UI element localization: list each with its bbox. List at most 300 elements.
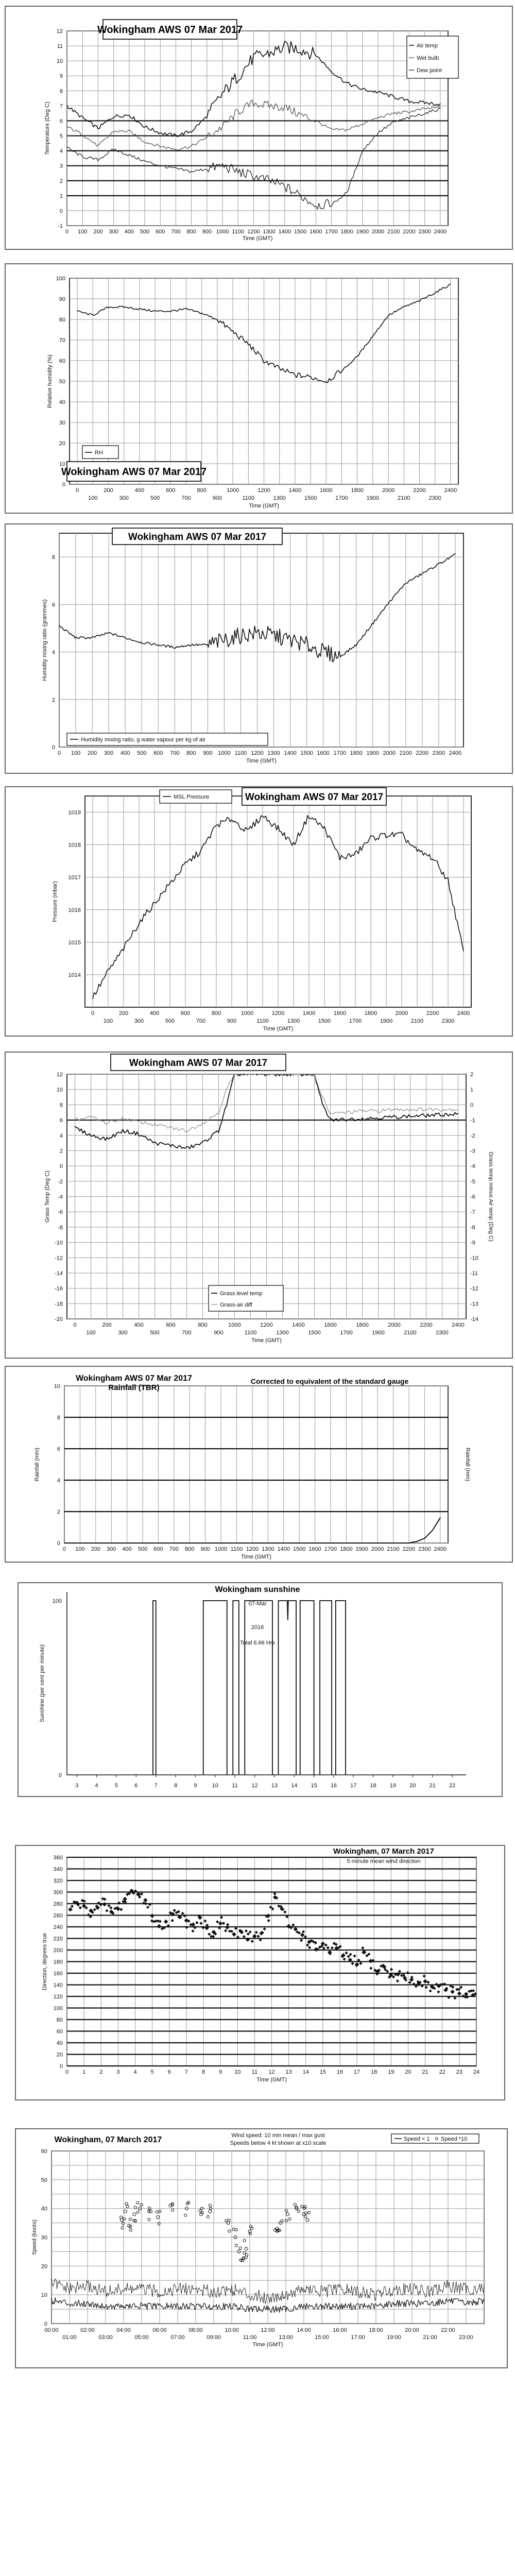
legend-wet-bulb-label: Wet bulb: [417, 55, 439, 61]
chart-title: Wokingham, 07 March 2017: [333, 1847, 434, 1856]
x-tick-label: 5: [114, 1783, 118, 1789]
x-tick-label: 13: [271, 1783, 278, 1789]
x-tick-label: 1800: [364, 1010, 377, 1016]
x-tick-label: 200: [91, 1546, 100, 1552]
chart-subtitle: Wind speed: 10 min mean / max gust: [231, 2132, 325, 2139]
x-tick-label: 17: [350, 1783, 357, 1789]
x-tick-label: 0: [73, 1322, 77, 1328]
x-tick-label: 2100: [398, 495, 410, 501]
x-tick-label: 13:00: [279, 2334, 293, 2341]
x-tick-label: 100: [71, 750, 81, 756]
temperature-chart-panel: [0, 5, 515, 252]
x-tick-label: 1700: [324, 1546, 337, 1552]
y-tick-label: 6: [52, 602, 55, 608]
x-tick-label: 19:00: [387, 2334, 401, 2341]
x-tick-label: 1000: [226, 487, 239, 494]
x-tick-label: 1300: [273, 495, 286, 501]
x-tick-label: 1200: [251, 750, 264, 756]
chart-title: Wokingham AWS 07 Mar 2017: [245, 791, 384, 803]
x-tick-label: 600: [180, 1010, 191, 1016]
x-tick-label: 2300: [418, 229, 431, 235]
x-tick-label: 200: [87, 750, 97, 756]
y-tick-label: -8: [470, 1224, 475, 1231]
x-tick-label: 22: [449, 1783, 456, 1789]
x-tick-label: 1200: [271, 1010, 285, 1016]
y-tick-label: 60: [59, 358, 65, 364]
legend: [67, 733, 268, 745]
x-tick-label: 700: [182, 1330, 192, 1336]
x-tick-label: 400: [134, 487, 145, 494]
y-tick-label: 2: [57, 1509, 60, 1515]
y-axis-label: Direction, degrees true: [42, 1933, 48, 1991]
y-tick-label: -7: [470, 1209, 475, 1216]
y-tick-label: 11: [57, 43, 63, 50]
legend-speed-x10-label: Speed *10: [441, 2136, 468, 2142]
y-tick-label: 12: [56, 28, 63, 35]
y-tick-label: 30: [41, 2234, 47, 2241]
x-tick-label: 1500: [300, 750, 313, 756]
x-tick-label: 15: [311, 1783, 317, 1789]
x-tick-label: 1900: [372, 1330, 385, 1336]
y-tick-label: 100: [56, 276, 65, 282]
x-tick-label: 0: [57, 750, 61, 756]
y-tick-label: 2: [59, 178, 63, 184]
x-tick-label: 2100: [399, 750, 413, 756]
x-tick-label: 03:00: [98, 2334, 113, 2341]
x-tick-label: 09:00: [207, 2334, 221, 2341]
x-tick-label: 1900: [366, 750, 380, 756]
x-tick-label: 2400: [434, 229, 447, 235]
x-tick-label: 11: [251, 2069, 258, 2075]
x-tick-label: 16:00: [333, 2327, 347, 2333]
x-tick-label: 500: [140, 229, 150, 235]
x-tick-label: 1600: [324, 1322, 337, 1328]
x-tick-label: 2400: [434, 1546, 447, 1552]
y-tick-label: -12: [55, 1255, 63, 1262]
x-tick-label: 20: [409, 1783, 416, 1789]
chart-date: 07-Mar: [248, 1601, 267, 1607]
x-tick-label: 900: [202, 229, 212, 235]
x-tick-label: 1300: [262, 1546, 274, 1552]
x-tick-label: 800: [198, 1322, 208, 1328]
y-tick-label: 360: [53, 1855, 63, 1861]
x-tick-label: 1300: [267, 750, 280, 756]
x-tick-label: 2100: [387, 229, 400, 235]
y-tick-label: 1: [470, 1087, 474, 1093]
x-tick-label: 1800: [340, 1546, 353, 1552]
x-tick-label: 1300: [276, 1330, 289, 1336]
x-tick-label: 1500: [304, 495, 317, 501]
x-tick-label: 200: [93, 229, 103, 235]
x-tick-label: 900: [203, 750, 213, 756]
y-tick-label: -8: [58, 1224, 63, 1231]
humidity-chart: [0, 263, 515, 515]
x-tick-label: 16: [336, 2069, 344, 2075]
x-tick-label: 07:00: [170, 2334, 185, 2341]
y-tick-label: 50: [59, 379, 65, 385]
y-tick-label: 0: [470, 1102, 474, 1109]
x-tick-label: 23:00: [459, 2334, 473, 2341]
x-tick-label: 22:00: [441, 2327, 455, 2333]
x-tick-label: 1500: [294, 229, 307, 235]
y-tick-label: 280: [53, 1901, 63, 1907]
chart-subtitle: 5 minute mean wind direction: [347, 1858, 421, 1865]
x-tick-label: 2100: [404, 1330, 417, 1336]
y-axis-label: Grass Temp (Deg C): [44, 1171, 50, 1223]
y-tick-label: 6: [57, 1446, 60, 1452]
x-tick-label: 1200: [247, 229, 260, 235]
y-tick-label: -10: [55, 1240, 63, 1246]
x-tick-label: 2100: [387, 1546, 400, 1552]
x-tick-label: 300: [107, 1546, 116, 1552]
y-tick-label: 320: [53, 1878, 63, 1884]
x-tick-label: 1400: [284, 750, 297, 756]
x-tick-label: 11: [232, 1783, 238, 1789]
x-axis-label: Time (GMT): [252, 2342, 283, 2348]
sunshine-chart-panel: [0, 1582, 515, 1798]
wind-speed-chart: [0, 2128, 515, 2370]
y-tick-label: -12: [470, 1285, 478, 1292]
chart-title: Wokingham sunshine: [215, 1585, 300, 1594]
y-tick-label: 70: [59, 337, 65, 344]
x-tick-label: 2300: [436, 1330, 449, 1336]
x-tick-label: 6: [134, 1783, 138, 1789]
y-tick-label: 4: [59, 148, 63, 155]
x-tick-label: 1600: [317, 750, 330, 756]
y-tick-label: 0: [59, 1163, 63, 1170]
x-tick-label: 1700: [335, 495, 348, 501]
legend: [407, 36, 458, 78]
chart-subtitle-2: Speeds below 4 kt shown at x10 scale: [230, 2140, 327, 2146]
x-tick-label: 2200: [402, 1546, 416, 1552]
x-tick-label: 1: [82, 2069, 86, 2075]
x-tick-label: 1600: [308, 1546, 321, 1552]
temperature-chart: [0, 5, 515, 252]
y-axis-label: Sunshine (per cent per minute): [39, 1644, 45, 1723]
x-tick-label: 2300: [441, 1018, 455, 1024]
x-tick-label: 900: [212, 495, 222, 501]
x-tick-label: 800: [211, 1010, 221, 1016]
y-tick-label: 220: [53, 1936, 63, 1942]
y-tick-label: -18: [55, 1301, 63, 1308]
y-tick-label: -11: [470, 1270, 478, 1277]
y-tick-label: 60: [41, 2148, 47, 2155]
x-tick-label: 100: [103, 1018, 113, 1024]
panel-frame: [18, 1583, 502, 1797]
y-tick-label: 8: [52, 554, 55, 561]
x-tick-label: 10: [212, 1783, 218, 1789]
legend-air-temp-label: Air temp: [417, 43, 438, 49]
x-tick-label: 9: [219, 2069, 222, 2075]
x-tick-label: 900: [214, 1330, 224, 1336]
x-tick-label: 16: [330, 1783, 337, 1789]
y-tick-label: -1: [58, 223, 63, 229]
pressure-chart: [0, 786, 515, 1038]
y-tick-label: 0: [58, 1772, 62, 1778]
x-tick-label: 1300: [287, 1018, 300, 1024]
x-tick-label: 100: [86, 1330, 96, 1336]
x-tick-label: 2300: [418, 1546, 431, 1552]
y-tick-label: 20: [59, 440, 65, 447]
y-tick-label: 0: [44, 2321, 47, 2327]
x-tick-label: 1100: [234, 750, 247, 756]
chart-title: Wokingham AWS 07 Mar 2017: [76, 1374, 192, 1383]
x-tick-label: 400: [122, 1546, 132, 1552]
sunshine-chart: [0, 1582, 515, 1798]
y-tick-label: 6: [59, 1117, 63, 1124]
x-tick-label: 17:00: [351, 2334, 365, 2341]
y-tick-label: 1015: [68, 939, 81, 946]
x-tick-label: 0: [91, 1010, 95, 1016]
x-tick-label: 19: [388, 2069, 394, 2075]
x-tick-label: 18: [370, 1783, 376, 1789]
x-tick-label: 600: [166, 1322, 176, 1328]
y-tick-label: 1: [59, 193, 63, 199]
x-tick-label: 2300: [432, 750, 445, 756]
x-tick-label: 1400: [288, 487, 302, 494]
rainfall-chart-panel: [0, 1365, 515, 1564]
x-tick-label: 00:00: [44, 2327, 59, 2333]
x-tick-label: 300: [109, 229, 118, 235]
x-tick-label: 24: [473, 2069, 480, 2075]
x-tick-label: 20:00: [405, 2327, 419, 2333]
y-tick-label: -4: [58, 1194, 63, 1200]
y-tick-label: 20: [56, 2052, 63, 2058]
x-tick-label: 18: [371, 2069, 377, 2075]
x-tick-label: 21: [422, 2069, 428, 2075]
y-tick-label: 1017: [68, 874, 81, 881]
x-tick-label: 1100: [232, 229, 245, 235]
y-tick-label: 10: [59, 461, 65, 467]
legend: [391, 2134, 479, 2143]
x-tick-label: 1800: [351, 487, 364, 494]
y-tick-label: 50: [41, 2177, 47, 2183]
x-tick-label: 06:00: [152, 2327, 167, 2333]
y-tick-label: -9: [470, 1240, 475, 1246]
y-tick-label: 2: [59, 1148, 63, 1155]
x-tick-label: 12: [251, 1783, 258, 1789]
x-axis-label: Time (GMT): [241, 1554, 271, 1560]
x-tick-label: 800: [197, 487, 207, 494]
x-tick-label: 2000: [382, 487, 395, 494]
x-tick-label: 1800: [350, 750, 363, 756]
legend-speed-lt1-label: Speed < 1: [404, 2136, 430, 2142]
x-tick-label: 2400: [449, 750, 462, 756]
x-tick-label: 2000: [383, 750, 396, 756]
x-tick-label: 2: [99, 2069, 103, 2075]
y-tick-label: 1018: [68, 842, 81, 849]
x-tick-label: 400: [124, 229, 134, 235]
legend-rh-label: RH: [95, 450, 103, 456]
y-tick-label: 90: [59, 296, 65, 302]
y-tick-label: 340: [53, 1866, 63, 1873]
x-tick-label: 3: [116, 2069, 120, 2075]
y-tick-label: 40: [59, 399, 65, 405]
x-tick-label: 5: [150, 2069, 154, 2075]
x-tick-label: 1100: [242, 495, 255, 501]
rainfall-chart: [0, 1365, 515, 1564]
y-tick-label: -6: [58, 1209, 63, 1216]
y-tick-label: 0: [62, 482, 65, 488]
y-tick-label: -14: [470, 1316, 478, 1323]
y-tick-label: 160: [53, 1971, 63, 1977]
chart-title: Wokingham, 07 March 2017: [54, 2136, 162, 2144]
y-tick-label: 10: [56, 58, 63, 65]
x-tick-label: 18:00: [369, 2327, 383, 2333]
y-tick-label: 1016: [68, 907, 81, 913]
x-tick-label: 700: [196, 1018, 206, 1024]
y-axis-label: Relative humidity (%): [47, 354, 53, 408]
x-tick-label: 7: [184, 2069, 188, 2075]
y-tick-label: 100: [53, 2005, 63, 2012]
x-tick-label: 1000: [218, 750, 231, 756]
plot-area: [67, 31, 448, 226]
chart-title: Wokingham AWS 07 Mar 2017: [128, 531, 267, 543]
x-tick-label: 700: [171, 229, 181, 235]
x-axis-label: Time (GMT): [246, 758, 277, 764]
y-tick-label: -16: [55, 1285, 63, 1292]
y-tick-label: 200: [53, 1947, 63, 1954]
x-tick-label: 2000: [371, 1546, 384, 1552]
x-tick-label: 1200: [260, 1322, 273, 1328]
y-tick-label: 80: [56, 2017, 63, 2023]
chart-year: 2016: [251, 1624, 264, 1631]
x-tick-label: 12: [268, 2069, 275, 2075]
y-tick-label: 240: [53, 1924, 63, 1930]
chart-total: Total 6.66 Hrs: [240, 1640, 275, 1646]
y-tick-label: 30: [59, 420, 65, 426]
x-tick-label: 200: [102, 1322, 112, 1328]
y-tick-label: -6: [470, 1194, 475, 1200]
x-tick-label: 20: [405, 2069, 411, 2075]
legend: [82, 446, 118, 459]
x-tick-label: 2000: [371, 229, 385, 235]
x-tick-label: 1600: [333, 1010, 347, 1016]
x-tick-label: 14: [291, 1783, 298, 1789]
y-tick-label: 40: [41, 2206, 47, 2212]
x-tick-label: 600: [153, 750, 163, 756]
x-tick-label: 300: [134, 1018, 144, 1024]
y-axis-label: Pressure (mbar): [52, 881, 58, 922]
y-tick-label: 10: [41, 2292, 47, 2299]
x-tick-label: 1000: [214, 1546, 228, 1552]
x-axis-label: Time (GMT): [263, 1026, 294, 1032]
x-tick-label: 0: [62, 1546, 66, 1552]
legend: [209, 1285, 283, 1311]
y-tick-label: 8: [59, 88, 63, 95]
x-tick-label: 10:00: [225, 2327, 239, 2333]
x-tick-label: 2300: [428, 495, 441, 501]
y-tick-label: 10: [56, 1087, 63, 1093]
chart-title: Wokingham AWS 07 Mar 2017: [97, 24, 243, 36]
x-axis-label: Time (GMT): [242, 235, 273, 242]
legend-grass-level-temp-label: Grass level temp: [220, 1291, 263, 1297]
x-tick-label: 1400: [277, 1546, 290, 1552]
x-tick-label: 500: [150, 1330, 160, 1336]
x-tick-label: 1200: [246, 1546, 259, 1552]
legend-msl-pressure-label: MSL Pressure: [174, 794, 210, 800]
x-tick-label: 1600: [310, 229, 322, 235]
x-tick-label: 1900: [356, 229, 369, 235]
x-tick-label: 700: [170, 750, 180, 756]
y-tick-label: -4: [470, 1163, 475, 1170]
x-tick-label: 100: [75, 1546, 85, 1552]
y-tick-label: 300: [53, 1889, 63, 1896]
y-tick-label: -2: [470, 1132, 475, 1139]
x-tick-label: 08:00: [188, 2327, 203, 2333]
x-tick-label: 9: [194, 1783, 197, 1789]
y-tick-label: 0: [52, 744, 55, 751]
x-tick-label: 2100: [410, 1018, 424, 1024]
x-tick-label: 300: [118, 1330, 128, 1336]
y-tick-label: 180: [53, 1959, 63, 1965]
y-axis-label-right: Grass temp minus Air temp (Deg C): [488, 1151, 494, 1242]
y-tick-label: 5: [59, 133, 63, 140]
x-tick-label: 400: [149, 1010, 160, 1016]
humidity-chart-panel: [0, 263, 515, 515]
x-axis-label: Time (GMT): [251, 1337, 282, 1344]
x-tick-label: 1100: [230, 1546, 243, 1552]
x-axis-label: Time (GMT): [256, 2077, 287, 2083]
x-tick-label: 600: [153, 1546, 163, 1552]
x-tick-label: 1500: [293, 1546, 306, 1552]
y-tick-label: 4: [57, 1478, 60, 1484]
y-axis-label: Temperature (Deg C): [44, 101, 50, 155]
x-tick-label: 8: [201, 2069, 205, 2075]
y-tick-label: -3: [470, 1148, 475, 1155]
x-tick-label: 17: [354, 2069, 360, 2075]
x-tick-label: 400: [134, 1322, 144, 1328]
x-tick-label: 1400: [278, 229, 291, 235]
x-tick-label: 200: [104, 487, 113, 494]
x-tick-label: 1700: [333, 750, 346, 756]
x-tick-label: 800: [185, 1546, 195, 1552]
x-tick-label: 1300: [263, 229, 276, 235]
x-tick-label: 01:00: [62, 2334, 77, 2341]
x-tick-label: 15:00: [315, 2334, 329, 2341]
x-tick-label: 200: [118, 1010, 129, 1016]
y-tick-label: 0: [59, 2063, 63, 2070]
y-tick-label: -13: [470, 1301, 478, 1308]
chart-title: Wokingham AWS 07 Mar 2017: [129, 1057, 268, 1069]
x-tick-label: 500: [137, 750, 147, 756]
y-axis-label: Humidity mixing ratio (grammes): [42, 599, 48, 681]
legend-dew-point-label: Dew point: [417, 67, 442, 74]
y-tick-label: 100: [52, 1598, 62, 1604]
y-tick-label: 8: [59, 1102, 63, 1109]
y-tick-label: 9: [59, 73, 63, 80]
y-tick-label: -1: [470, 1117, 475, 1124]
y-tick-label: -10: [470, 1255, 478, 1262]
x-tick-label: 1500: [318, 1018, 331, 1024]
x-tick-label: 04:00: [116, 2327, 131, 2333]
x-tick-label: 1900: [366, 495, 380, 501]
plot-area: [59, 533, 464, 747]
y-tick-label: 7: [59, 103, 63, 110]
x-tick-label: 1600: [320, 487, 333, 494]
x-tick-label: 1700: [325, 229, 338, 235]
y-tick-label: 0: [57, 1540, 60, 1547]
x-tick-label: 2400: [457, 1010, 470, 1016]
x-tick-label: 02:00: [80, 2327, 95, 2333]
x-tick-label: 19: [389, 1783, 397, 1789]
x-tick-label: 0: [76, 487, 79, 494]
x-tick-label: 21:00: [423, 2334, 437, 2341]
x-tick-label: 500: [165, 1018, 175, 1024]
x-tick-label: 4: [133, 2069, 137, 2075]
x-tick-label: 2200: [416, 750, 429, 756]
x-tick-label: 800: [186, 229, 196, 235]
